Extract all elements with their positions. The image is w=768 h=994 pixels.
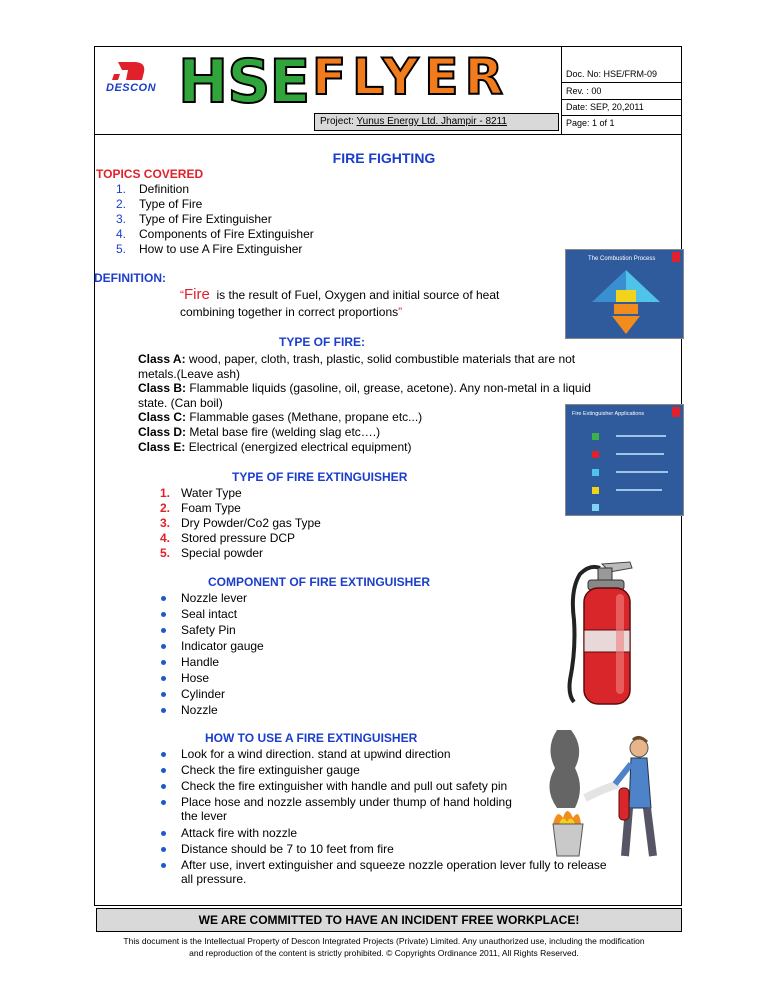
list-item: Cylinder [181, 687, 226, 701]
page-count: Page: 1 of 1 [566, 118, 615, 128]
bullet [161, 831, 166, 836]
class-d-icon [592, 487, 599, 494]
list-number: 5. [160, 546, 171, 560]
list-number: 2. [160, 501, 171, 515]
list-item: Definition [139, 182, 190, 196]
list-number: 2. [116, 197, 127, 211]
bullet [161, 800, 166, 805]
list-item: Special powder [181, 546, 264, 560]
list-item: Place hose and nozzle assembly under thump of hand holding [181, 795, 512, 809]
bullet [161, 863, 166, 868]
doc-no: Doc. No: HSE/FRM-09 [566, 69, 658, 79]
list-item: Distance should be 7 to 10 feet from fire [181, 842, 394, 856]
text-line-decoration [616, 453, 664, 455]
bullet [161, 660, 166, 665]
list-item: Attack fire with nozzle [181, 826, 298, 840]
class-d-text: Metal base fire (welding slag etc….) [189, 425, 381, 439]
project-value: Yunus Energy Ltd. Jhampir - 8211 [356, 116, 507, 127]
class-c-icon [592, 469, 599, 476]
list-number: 4. [160, 531, 171, 545]
list-number: 3. [116, 212, 127, 226]
bullet [161, 644, 166, 649]
list-item: Type of Fire [139, 197, 203, 211]
slide-logo-icon [672, 407, 680, 417]
class-d [138, 425, 380, 440]
text-line-decoration [616, 435, 666, 437]
topics-heading: TOPICS COVERED [96, 167, 204, 181]
class-e-text: Electrical (energized electrical equipment) [188, 440, 412, 454]
extinguisher-types-heading: TYPE OF FIRE EXTINGUISHER [232, 470, 408, 484]
bullet [161, 596, 166, 601]
list-item: Foam Type [181, 501, 241, 515]
list-item: Safety Pin [181, 623, 236, 637]
person-using-extinguisher-illustration [535, 728, 665, 860]
bullet [161, 628, 166, 633]
list-item-continued: all pressure. [181, 872, 247, 886]
type-of-fire-heading: TYPE OF FIRE: [279, 335, 366, 349]
list-number: 5. [116, 242, 127, 256]
bullet [161, 708, 166, 713]
class-a-text: wood, paper, cloth, trash, plastic, solid combustible materials that are not [188, 352, 576, 366]
project-box [314, 113, 559, 131]
class-a-label: Class A: [138, 352, 186, 366]
class-b-text-2: state. (Can boil) [138, 396, 223, 410]
list-item: Dry Powder/Co2 gas Type [181, 516, 321, 530]
bullet [161, 752, 166, 757]
copyright-line-1: This document is the Intellectual Property of Descon Integrated Projects (Private) Limited. Any unauthorized use, including the modification [123, 936, 645, 946]
class-e [138, 440, 411, 455]
bullet [161, 784, 166, 789]
class-c [138, 410, 422, 425]
list-number: 1. [160, 486, 171, 500]
how-to-heading: HOW TO USE A FIRE EXTINGUISHER [205, 731, 418, 745]
list-item: Nozzle [181, 703, 218, 717]
list-item: Type of Fire Extinguisher [139, 212, 272, 226]
bullet [161, 612, 166, 617]
class-e-icon [592, 504, 599, 511]
header-divider [94, 134, 682, 135]
copyright-notice [0, 935, 768, 959]
project-label: Project: [320, 116, 354, 127]
combustion-slide [565, 249, 684, 339]
meta-divider [561, 82, 682, 83]
class-b-text: Flammable liquids (gasoline, oil, grease, acetone). Any non-metal in a liquid [189, 381, 591, 395]
fire-word: Fire [184, 286, 210, 303]
components-heading: COMPONENT OF FIRE EXTINGUISHER [208, 575, 431, 589]
class-c-text: Flammable gases (Methane, propane etc...) [189, 410, 423, 424]
list-item-continued: the lever [181, 809, 228, 823]
bullet [161, 676, 166, 681]
fire-triangle-icon [586, 268, 666, 336]
definition-line-2 [180, 305, 402, 320]
descon-logo [104, 60, 159, 100]
list-item: Components of Fire Extinguisher [139, 227, 314, 241]
page-title: FIRE FIGHTING [332, 150, 436, 166]
text-line-decoration [616, 489, 662, 491]
list-item: Water Type [181, 486, 242, 500]
bullet [161, 692, 166, 697]
list-item: Check the fire extinguisher gauge [181, 763, 360, 777]
definition-text: is the result of Fuel, Oxygen and initial source of heat [216, 288, 500, 302]
meta-divider [561, 99, 682, 100]
text-line-decoration [616, 471, 668, 473]
class-c-label: Class C: [138, 410, 187, 424]
bullet [161, 768, 166, 773]
class-a-icon [592, 433, 599, 440]
applications-slide [565, 404, 684, 516]
hse-wordmark: HSE [178, 47, 310, 117]
list-item: Nozzle lever [181, 591, 248, 605]
list-item: Look for a wind direction. stand at upwind direction [181, 747, 451, 761]
class-a-text-2: metals.(Leave ash) [138, 367, 241, 381]
class-b-icon [592, 451, 599, 458]
list-number: 1. [116, 182, 127, 196]
bullet [161, 847, 166, 852]
doc-date: Date: SEP, 20,2011 [566, 102, 644, 112]
list-item: Seal intact [181, 607, 238, 621]
definition-heading: DEFINITION: [94, 271, 166, 285]
slide-title: Fire Extinguisher Applications [572, 411, 645, 417]
list-item: Stored pressure DCP [181, 531, 296, 545]
list-number: 4. [116, 227, 127, 241]
class-a [138, 352, 648, 382]
header-meta-divider [561, 46, 562, 134]
list-item: After use, invert extinguisher and squeeze nozzle operation lever fully to release [181, 858, 607, 872]
commitment-banner: WE ARE COMMITTED TO HAVE AN INCIDENT FREE WORKPLACE! [96, 908, 682, 932]
list-item: Hose [181, 671, 210, 685]
open-quote: “ [180, 288, 184, 302]
slide-title: The Combustion Process [588, 256, 656, 262]
list-item: Handle [181, 655, 220, 669]
class-d-label: Class D: [138, 425, 187, 439]
list-item: Check the fire extinguisher with handle and pull out safety pin [181, 779, 508, 793]
fire-extinguisher-illustration [560, 560, 650, 710]
list-item: Indicator gauge [181, 639, 264, 653]
list-item: How to use A Fire Extinguisher [139, 242, 303, 256]
copyright-line-2: and reproduction of the content is strictly prohibited. © Copyrights Ordinance 2011, All Rights Reserved. [189, 948, 579, 958]
list-number: 3. [160, 516, 171, 530]
slide-logo-icon [672, 252, 680, 262]
revision: Rev. : 00 [566, 86, 602, 96]
definition-text-2: combining together in correct proportions [180, 305, 399, 319]
class-e-label: Class E: [138, 440, 186, 454]
definition-line-1 [180, 287, 558, 303]
flyer-wordmark: FLYER [312, 48, 510, 106]
logo-text: DESCON [106, 82, 157, 94]
class-b-label: Class B: [138, 381, 187, 395]
close-quote: ” [398, 305, 403, 319]
meta-divider [561, 115, 682, 116]
